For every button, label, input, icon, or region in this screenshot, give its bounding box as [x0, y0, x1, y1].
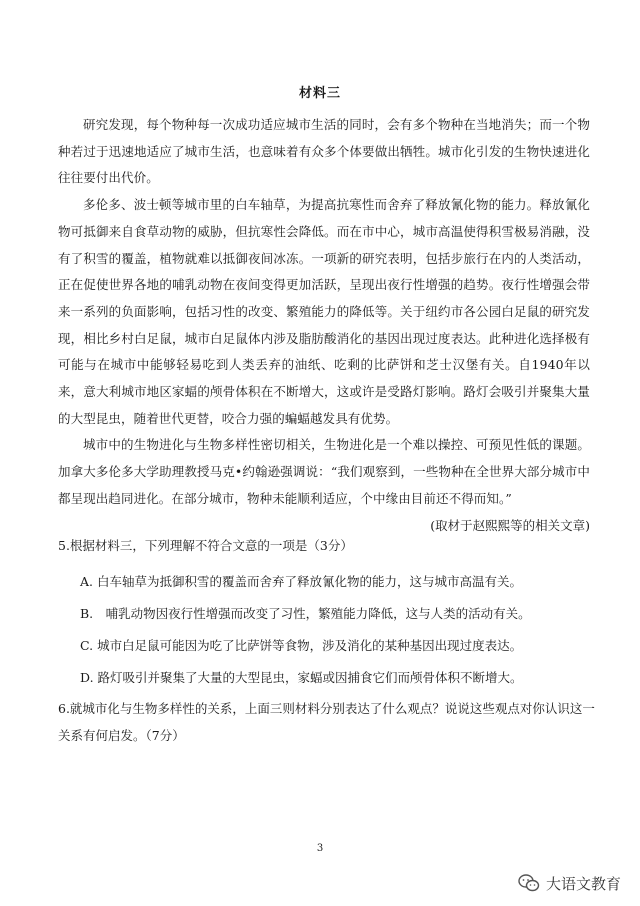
paragraph-2: 多伦多、波士顿等城市里的白车轴草，为提高抗寒性而舍弃了释放氰化物的能力。释放氰化物可抵御来自食草动物的威胁，但抗寒性会降低。而在市中心，城市高温使得积雪极易消融，没有了积雪的覆盖，植物就难以抵御夜间冰冻。一项新的研究表明，包括步旅行在内的人类活动，正在促使世界各地的哺乳动物在夜间变得更加活跃，呈现出夜行性增强的趋势。夜行性增强会带来一系列的负面影响，包括习性的改变、繁殖能力的降低等。关于纽约市各公园白足鼠的研究发现，相比乡村白足鼠，城市白足鼠体内涉及脂肪酸消化的基因出现过度表达。此种进化选择极有可能与在城市中能够轻易吃到人类丢弃的油纸、吃剩的比萨饼和芝士汉堡有关。自1940年以来，意大利城市地区家蝠的颅骨体积在不断增大，这或许是受路灯影响。路灯会吸引并聚集大量的大型昆虫，随着世代更替，咬合力强的蝙蝠越发具有优势。: [58, 197, 590, 426]
material-body: [58, 112, 590, 539]
paragraph-1: 研究发现，每个物种每一次成功适应城市生活的同时，会有多个物种在当地消失；而一个物种若过于迅速地适应了城市生活，也意味着有众多个体要做出牺牲。城市化引发的生物快速进化往往要付出代价。: [58, 117, 590, 186]
question-5: 5.根据材料三，下列理解不符合文意的一项是（3分）: [58, 538, 353, 553]
source-citation: (取材于赵熙熙等的相关文章): [430, 517, 590, 533]
option-c: C. 城市白足鼠可能因为吃了比萨饼等食物，涉及消化的某种基因出现过度表达。: [80, 638, 523, 653]
watermark: [518, 870, 621, 896]
wechat-icon: [518, 873, 540, 893]
page-number: 3: [316, 843, 324, 854]
paragraph-3: 城市中的生物进化与生物多样性密切相关，生物进化是一个难以操控、可预见性低的课题。加拿大多伦多大学助理教授马克•约翰逊强调说：“我们观察到，一些物种在全世界大部分城市中都呈现出趋同进化。在部分城市，物种未能顺利适应，个中缘由目前还不得而知。”: [58, 437, 590, 506]
question-6: 6.就城市化与生物多样性的关系，上面三则材料分别表达了什么观点？说说这些观点对你认识这一关系有何启发。（7分）: [58, 701, 595, 743]
option-b: B. 哺乳动物因夜行性增强而改变了习性，繁殖能力降低，这与人类的活动有关。: [80, 606, 531, 621]
option-a: A. 白车轴草为抵御积雪的覆盖而舍弃了释放氰化物的能力，这与城市高温有关。: [80, 574, 522, 589]
option-d: D. 路灯吸引并聚集了大量的大型昆虫，家蝠或因捕食它们而颅骨体积不断增大。: [80, 670, 523, 685]
watermark-text: 大语文教育: [546, 874, 622, 893]
section-title: 材料三: [298, 86, 341, 101]
